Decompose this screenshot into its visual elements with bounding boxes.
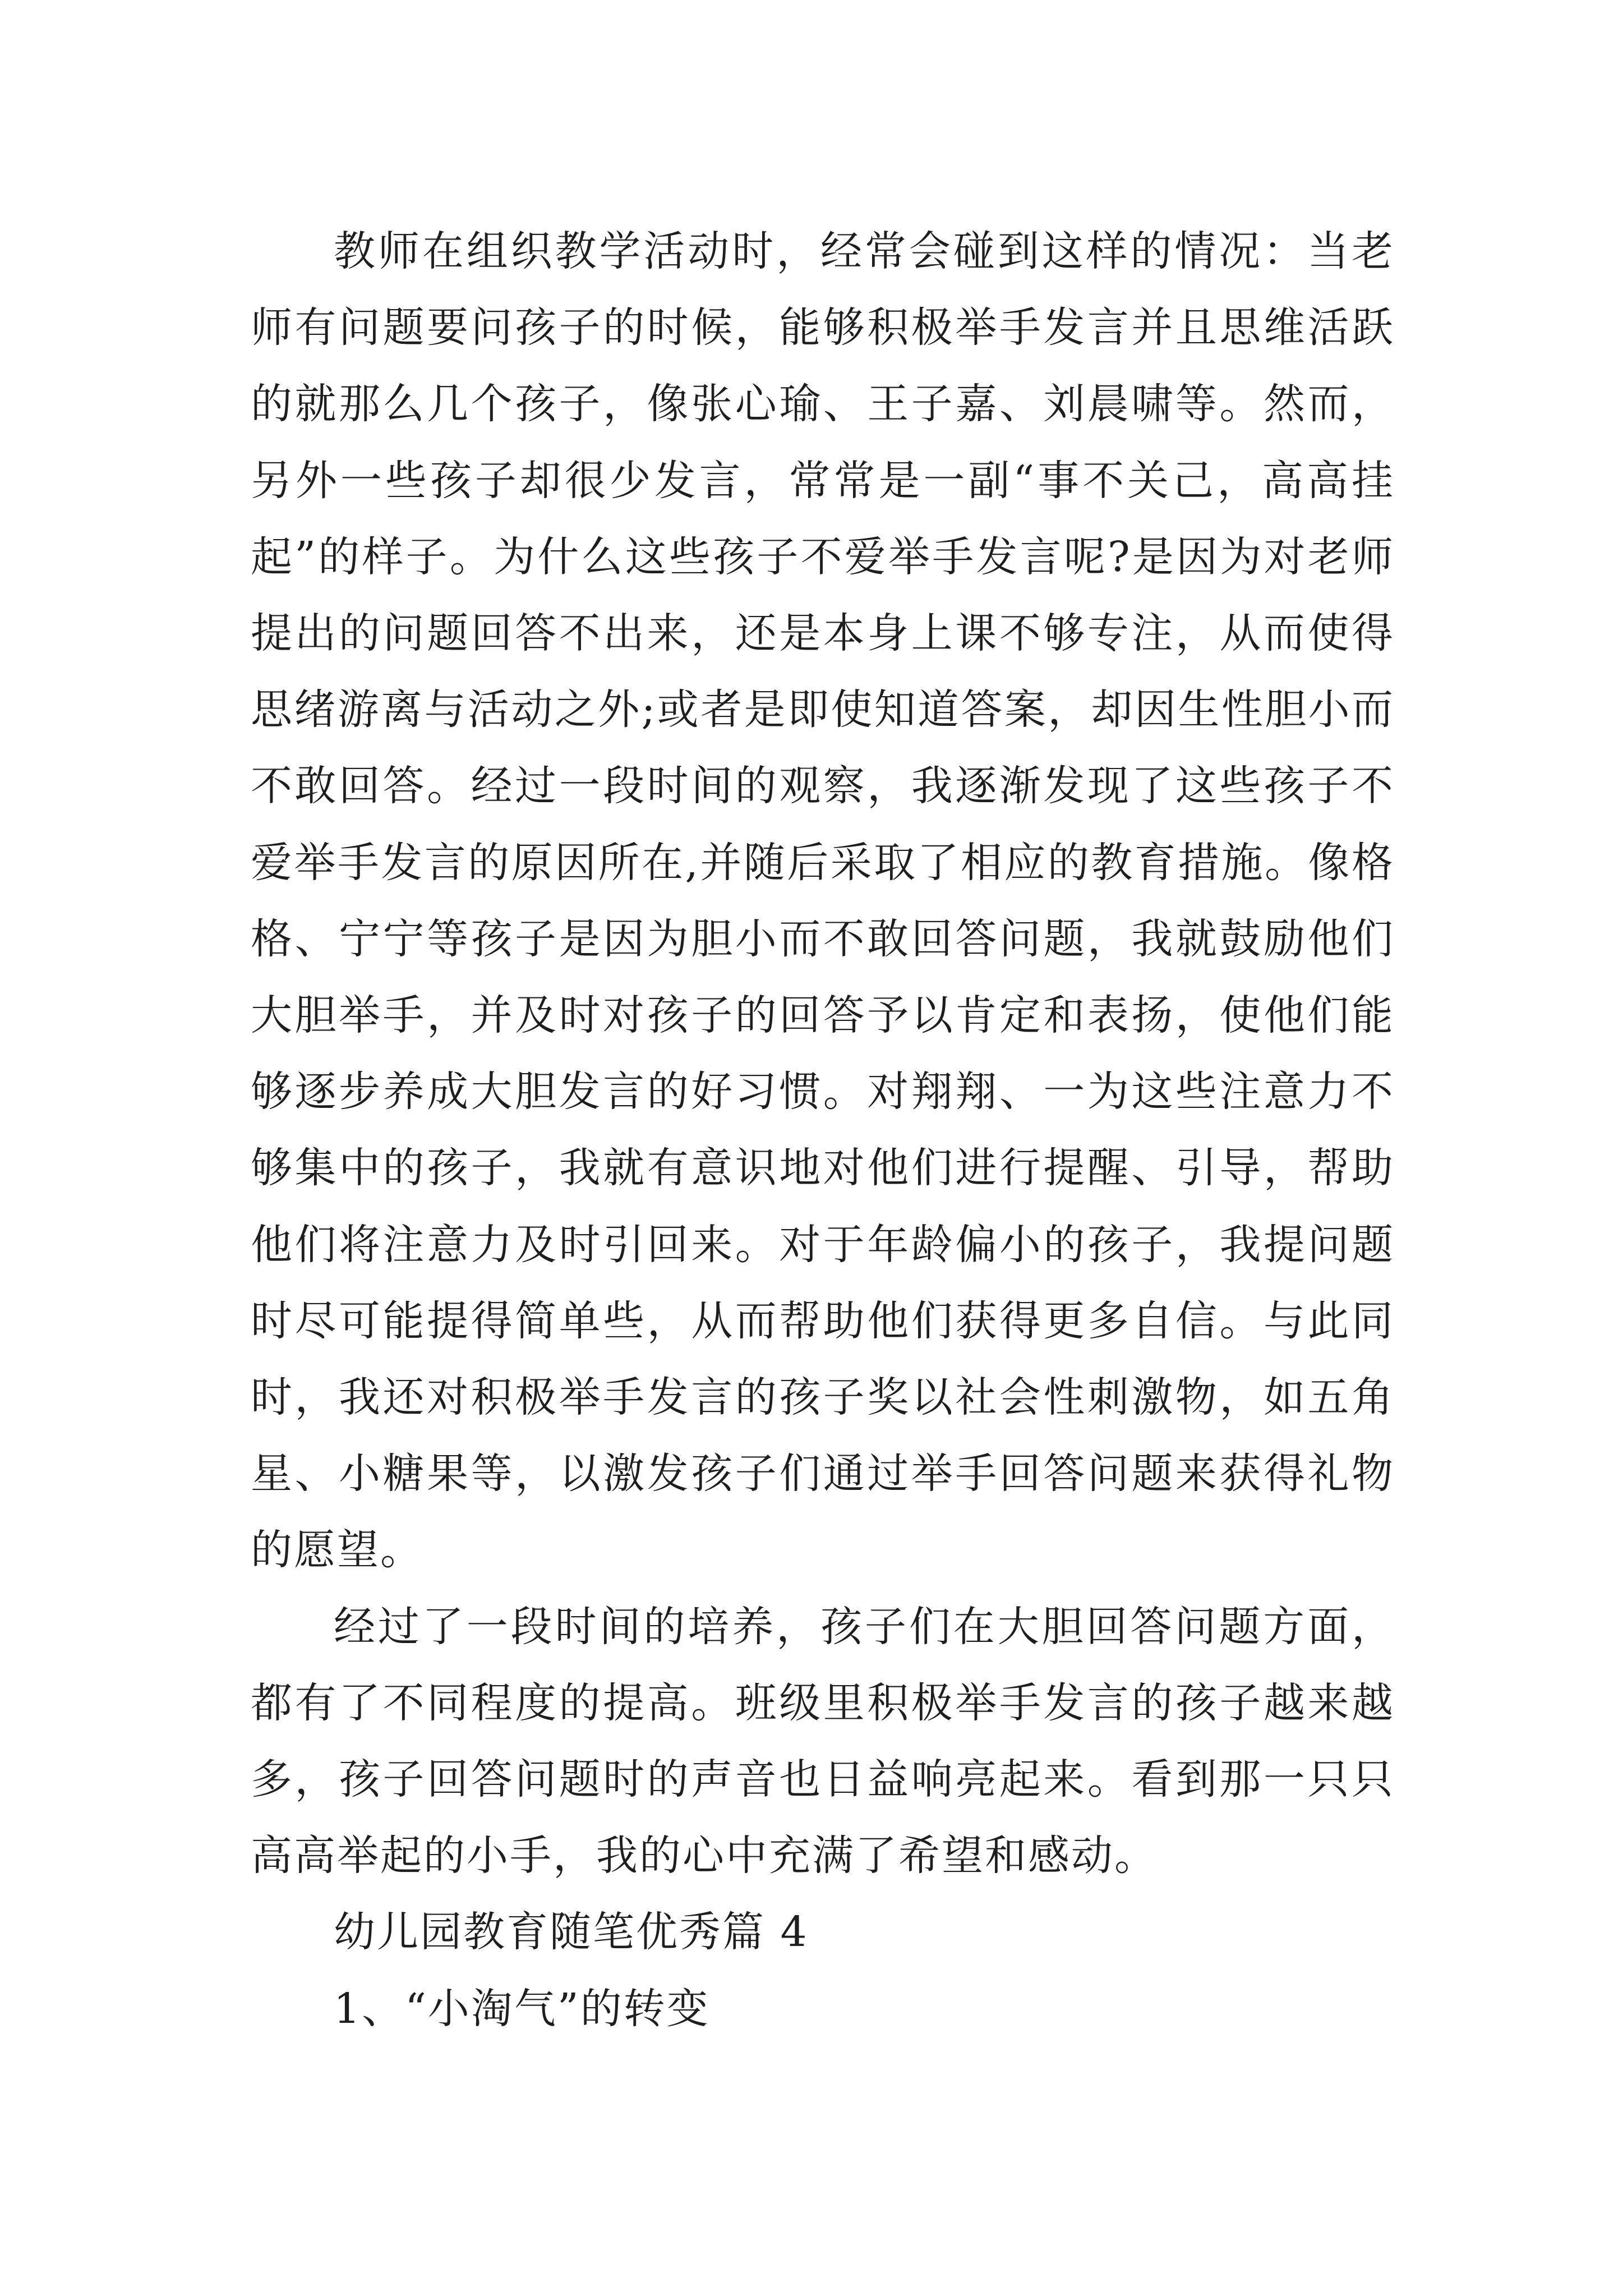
paragraph-result: 经过了一段时间的培养，孩子们在大胆回答问题方面，都有了不同程度的提高。班级里积极举手发言的孩子越来越多，孩子回答问题时的声音也日益响亮起来。看到那一只只高高举起的小手，我的心中充满了希望和感动。 [251,1602,1395,1880]
document-body [251,213,1395,2047]
subsection-title: 1、“小淘气”的转变 [334,1984,710,2033]
paragraph-observation: 教师在组织教学活动时，经常会碰到这样的情况：当老师有问题要问孩子的时候，能够积极举手发言并且思维活跃的就那么几个孩子，像张心瑜、王子嘉、刘晨啸等。然而，另外一些孩子却很少发言，常常是一副“事不关己，高高挂起”的样子。为什么这些孩子不爱举手发言呢?是因为对老师提出的问题回答不出来，还是本身上课不够专注，从而使得思绪游离与活动之外;或者是即使知道答案，却因生性胆小而不敢回答。经过一段时间的观察，我逐渐发现了这些孩子不爱举手发言的原因所在,并随后采取了相应的教育措施。像格格、宁宁等孩子是因为胆小而不敢回答问题，我就鼓励他们大胆举手，并及时对孩子的回答予以肯定和表扬，使他们能够逐步养成大胆发言的好习惯。对翔翔、一为这些注意力不够集中的孩子，我就有意识地对他们进行提醒、引导，帮助他们将注意力及时引回来。对于年龄偏小的孩子，我提问题时尽可能提得简单些，从而帮助他们获得更多自信。与此同时，我还对积极举手发言的孩子奖以社会性刺激物，如五角星、小糖果等，以激发孩子们通过举手回答问题来获得礼物的愿望。 [251,227,1395,1575]
section-title: 幼儿园教育随笔优秀篇 4 [334,1908,809,1957]
